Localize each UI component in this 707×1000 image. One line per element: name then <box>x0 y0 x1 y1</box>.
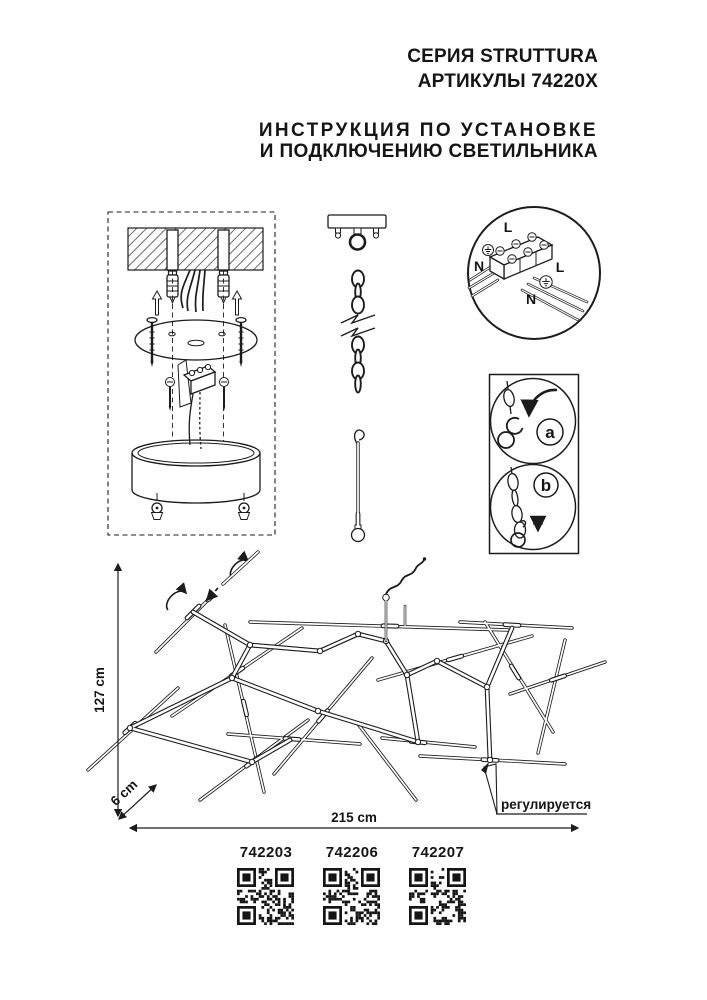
ceiling-mount-diagram <box>100 205 290 550</box>
product-code: 742206 <box>325 844 379 861</box>
doc-title-line1: ИНСТРУКЦИЯ ПО УСТАНОВКЕ <box>258 120 598 141</box>
product-code: 742203 <box>239 844 293 861</box>
canopy <box>132 440 260 503</box>
adjustable-note: регулируется <box>501 797 592 812</box>
option-b-label: b <box>540 476 552 495</box>
qr-code <box>323 868 380 925</box>
terminal-screw <box>220 378 229 412</box>
up-arrow-icon <box>153 291 162 315</box>
ground-icon <box>483 245 494 256</box>
width-dimension-label: 215 cm <box>331 810 377 825</box>
wire-bundle <box>181 270 205 312</box>
chain-break <box>341 315 375 323</box>
header <box>407 44 598 94</box>
option-b-circle <box>491 465 576 550</box>
product-column <box>323 844 381 925</box>
ceiling-hatch <box>128 228 263 270</box>
live-label-wires: L <box>555 259 565 275</box>
doc-title <box>259 120 598 162</box>
depth-dimension-label: 6 cm <box>107 776 141 809</box>
cap-nut <box>239 493 250 520</box>
option-a-label: a <box>545 423 555 442</box>
qr-code <box>237 868 294 925</box>
product-codes <box>237 844 467 925</box>
qr-code <box>409 868 466 925</box>
neutral-label-wires: N <box>525 291 537 307</box>
terminal-block <box>178 360 215 449</box>
product-column <box>237 844 295 925</box>
rod-ball-icon <box>352 529 365 542</box>
product-column <box>409 844 467 925</box>
suspension-rod <box>352 430 365 541</box>
suspension-parts-diagram <box>315 205 415 550</box>
terminal-screw <box>166 378 175 412</box>
wiring-detail <box>462 202 607 347</box>
option-a-circle <box>491 379 576 464</box>
adjustment-options <box>487 372 582 557</box>
doc-title-line2: И ПОДКЛЮЧЕНИЮ СВЕТИЛЬНИКА <box>259 141 598 162</box>
height-dimension-label: 127 cm <box>92 667 107 713</box>
chain-break <box>341 328 375 336</box>
hanging-loop-icon <box>350 235 365 250</box>
drill-hole <box>218 230 229 270</box>
ground-icon <box>540 276 552 288</box>
power-cord <box>386 560 424 594</box>
series-title: СЕРИЯ STRUTTURA <box>407 46 598 67</box>
suspension-chain <box>341 271 375 393</box>
articles-line: АРТИКУЛЫ 74220X <box>417 71 598 92</box>
detail-circle <box>468 207 600 339</box>
live-label-block: L <box>503 219 513 235</box>
up-arrow-icon <box>233 291 242 315</box>
drill-hole <box>167 230 178 270</box>
neutral-label-block: N <box>473 258 485 274</box>
cap-nut <box>152 493 163 520</box>
loop-stem <box>354 228 361 234</box>
rotate-arrow-icon <box>167 591 186 610</box>
mounting-plate <box>135 320 257 360</box>
chandelier-rods <box>88 598 605 800</box>
mounting-bar <box>328 215 386 250</box>
product-code: 742207 <box>411 844 465 861</box>
assembly-hint <box>167 552 258 610</box>
chandelier-drawing <box>60 548 605 848</box>
